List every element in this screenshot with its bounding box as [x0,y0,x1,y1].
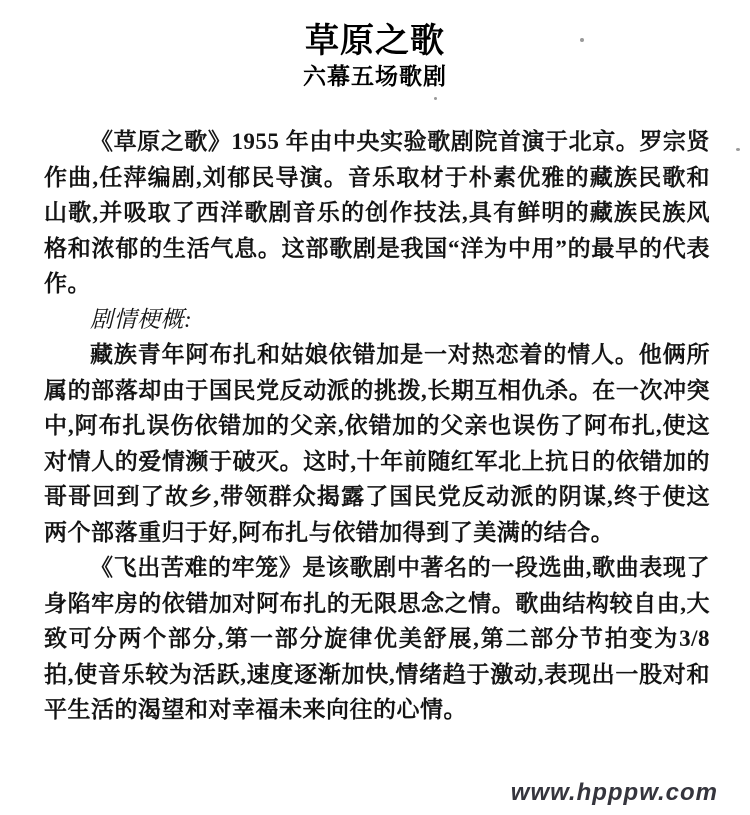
scan-speck [434,97,437,100]
scan-speck [580,38,584,42]
scan-speck [736,148,740,151]
paragraph-synopsis: 藏族青年阿布扎和姑娘依错加是一对热恋着的情人。他俩所属的部落却由于国民党反动派的挑拨,长期互相仇杀。在一次冲突中,阿布扎误伤依错加的父亲,依错加的父亲也误伤了阿布扎,使这对情人的爱情濒于破灭。这时,十年前随红军北上抗日的依错加的哥哥回到了故乡,带领群众揭露了国民党反动派的阴谋,终于使这两个部落重归于好,阿布扎与依错加得到了美满的结合。 [44,342,710,545]
page-subtitle: 六幕五场歌剧 [303,63,447,89]
watermark-url: www.hpppw.com [510,779,718,806]
synopsis-heading: 剧情梗概: [90,306,193,332]
page-title: 草原之歌 [305,22,445,60]
paragraph-aria-note: 《飞出苦难的牢笼》是该歌剧中著名的一段选曲,歌曲表现了身陷牢房的依错加对阿布扎的无限思念之情。歌曲结构较自由,大致可分两个部分,第一部分旋律优美舒展,第二部分节拍变为3/8 拍,使音乐较为活跃,速度逐渐加快,情绪趋于激动,表现出一股对和平生活的渴望和对幸福未来向往的心情。 [44,555,710,722]
document-body [44,124,710,728]
paragraph-intro: 《草原之歌》1955 年由中央实验歌剧院首演于北京。罗宗贤作曲,任萍编剧,刘郁民导演。音乐取材于朴素优雅的藏族民歌和山歌,并吸取了西洋歌剧音乐的创作技法,具有鲜明的藏族民族风格和浓郁的生活气息。这部歌剧是我国“洋为中用”的最早的代表作。 [44,129,710,296]
